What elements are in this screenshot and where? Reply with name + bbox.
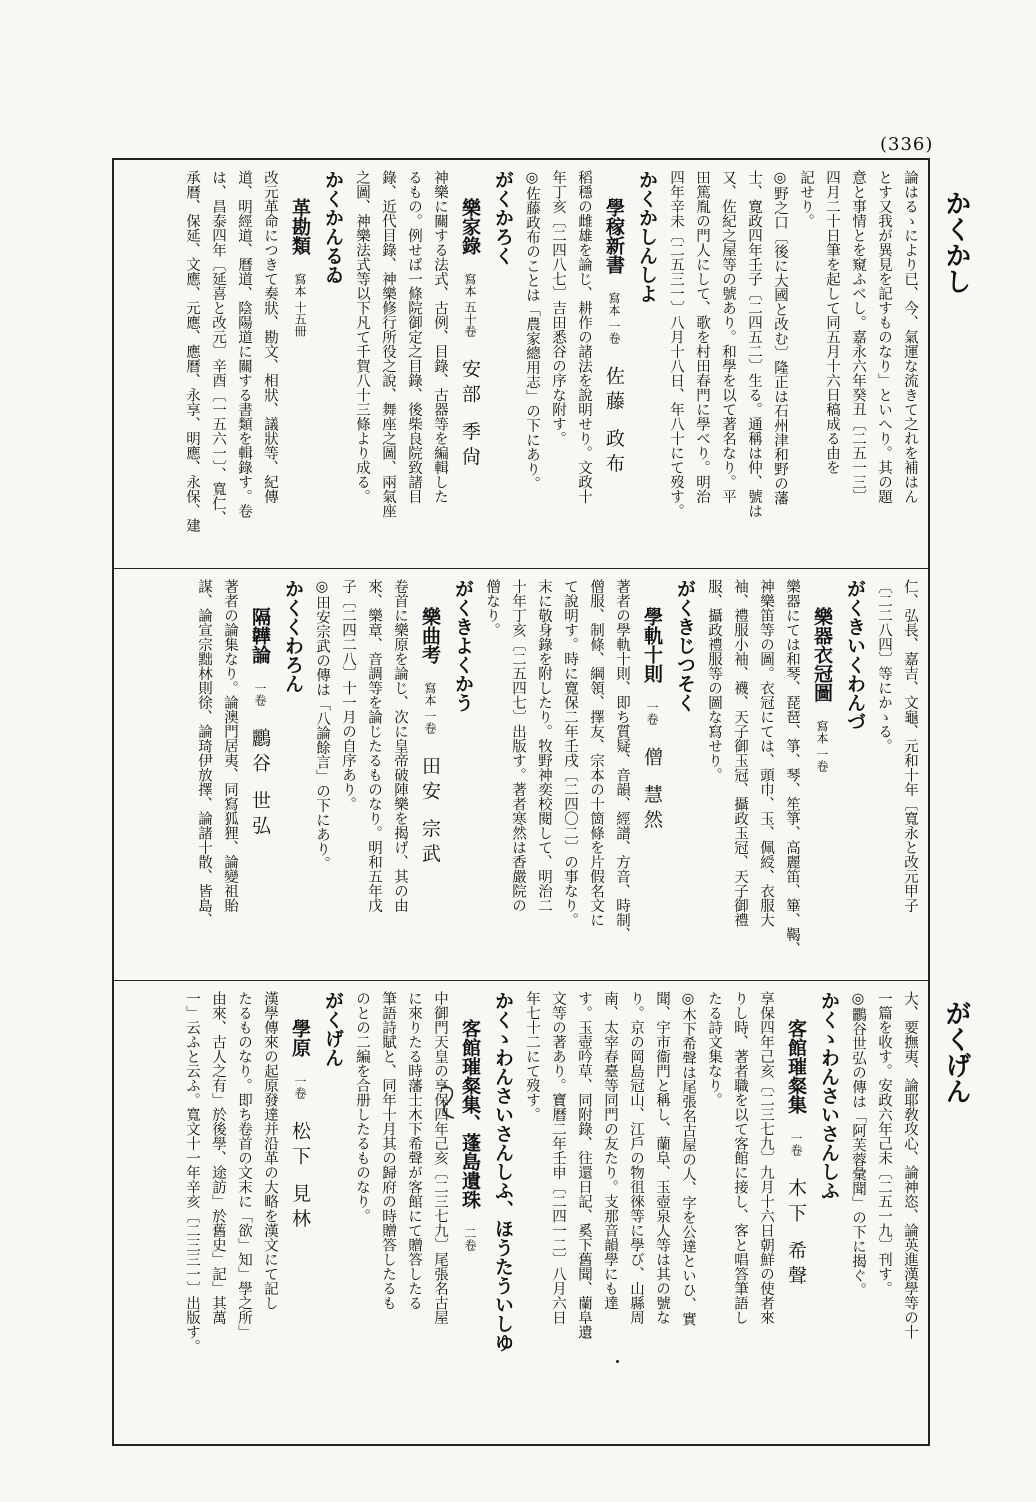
entry-author: 木下 希聲 [785,1178,807,1291]
text-column: 年丁亥〔二四八七〕吉田悉谷の序な附す。 [550,170,566,446]
text-column: 神樂に關する法式、古例、目錄、古器等を編輯した [432,170,448,504]
entry-note: 一卷 [645,701,659,726]
text-column: 著者の論集なり。論澳門居夷、同寫狐狸、論變祖貽 [222,579,238,913]
text-column: たるものなり。即ち卷首の文末に「欲」知」學之所」 [236,991,252,1339]
entry-heading: かくくわろん [282,579,304,693]
entry-author: 鸝谷 世弘 [249,728,271,841]
entry-heading: かくゝわんさいさんしふ [818,991,840,1200]
text-column: 論はるゝにより已、今、氣運な流きて之れを補はん [902,170,918,504]
entry-heading: がくかろく [492,170,514,265]
text-column: 文等の著あり。寶曆二年壬申〔二四一二〕八月六日 [550,991,566,1325]
text-column: とす又我が異見を記すものなり」といへり。其の題 [876,170,892,504]
entry-title-line [416,579,444,971]
entry-note: 一卷 [789,1132,803,1157]
entry-title: 隔韡論 [249,607,271,664]
text-column: 子〔二四二八〕十一月の自序あり。 [340,579,356,811]
text-column: す。玉壺吟草、同附錄、往還日記、奚下舊聞、蘭阜遺 [576,991,592,1339]
text-column: 僧服、制條、綱領、擇友、宗本の十箇條を片假名文に [588,579,604,927]
text-column: 稻穩の雌雄を論じ、耕作の諸法を說明せり。文政十 [576,170,592,504]
page-number: (336) [880,134,934,155]
page-frame [112,158,930,1446]
entry-title-line [456,991,484,1437]
text-column: 承曆、保延、文應、元應、應曆、永享、明應、永保、建 [184,170,200,533]
band-3 [114,980,928,1447]
entry-heading: かくかしんしよ [636,170,658,303]
entry-note: 一卷 [293,1075,307,1100]
entry-title-line [286,170,314,558]
entry-title: 革勘類 [289,198,311,255]
speck-mark [616,1360,619,1363]
entry-title: 學稼新書 [603,198,625,274]
text-column: 服、攝政禮服等の圖な寫せり。 [706,579,722,782]
entry-author: 田安 宗武 [419,755,441,868]
entry-title: 學軌十則 [641,607,663,683]
text-column: 中御門天皇の享保四年己亥〔二三七九〕尾張名古屋 [432,991,448,1325]
text-column: 記せり。 [798,170,814,228]
entry-title-line [246,579,274,971]
text-column: たる詩文集なり。 [706,991,722,1107]
entry-title: 學原 [289,1019,311,1057]
text-column: 又、佐紀之屋等の號あり。和學を以て著名なり。平 [720,170,736,504]
text-column: 改元革命につきて奏狀、勘文、相狀、議狀等、紀傳 [262,170,278,504]
entry-note: 寫本 五十卷 [463,273,477,337]
text-column: 僧なり。 [484,579,500,637]
entry-note: 寫本 一卷 [607,292,621,344]
text-column: 仁、弘長、嘉吉、文龜、元和十年〔寬永と改元甲子 [902,579,918,913]
entry-title-line [808,579,836,971]
entry-heading: かくゝわんさいさんしふ、ほうたういしゆ [492,991,514,1352]
text-column: ◎佐藤政布のことは「農家總用志」の下にあり。 [524,170,540,491]
entry-heading: がくきいくわんづ [844,579,866,731]
text-column: 道、明經道、曆道、陰陽道に關する書類を輯錄す。卷 [236,170,252,518]
text-column: 一篇を收す。安政六年己未〔二五一九〕刊す。 [876,991,892,1296]
entry-note: 二卷 [463,1227,477,1252]
text-column: 筆語詩賦と、同年十月其の歸府の時贈答したるも [380,991,396,1310]
text-column: に來りたる時藩士木下希聲が客館にて贈答したる [406,991,422,1310]
entry-heading: がくげん [322,991,344,1067]
text-column: り。京の岡島冠山、江戶の物徂徠等に學び、山縣周 [628,991,644,1325]
entry-title-line [638,579,666,971]
text-column: ◎田安宗武の傳は「八論餘言」の下にあり。 [314,579,330,871]
entry-heading: がくきよくかう [452,579,474,712]
text-column: は、昌泰四年〔延喜と改元〕辛酉〔一五六一〕、寬仁、 [210,170,226,526]
text-column: ◎木下希聲は尾張名古屋の人、字を公達といひ、實 [680,991,696,1326]
entry-title: 客館璀粲集 [785,1019,807,1114]
text-column: 一」云ふと云ふ。寬文十一年辛亥〔二三三一〕出版す。 [184,991,200,1354]
entry-title-line [286,991,314,1437]
text-column: 來、樂章、音調等を論じたるものなり。明和五年戊 [366,579,382,913]
text-column: りし時、著者職を以て客館に接し、客と唱答筆語し [732,991,748,1325]
text-column: 四年辛未〔二五三一〕八月十八日、年八十にて歿す。 [668,170,684,518]
text-column: て說明す。時に寛保二年壬戌〔二四〇二〕の事なり。 [562,579,578,927]
text-column: 〔二二八四〕等にかゝる。 [876,579,892,753]
text-column: 四月二十日筆を起して同五月十六日稿成る由を [824,170,840,475]
entry-title: 樂家錄 [459,198,481,255]
text-column: 謀、論宣宗黜林則徐、論琦伊放擇、論諸十散、皆島、 [196,579,212,927]
text-column: 士、寛政四年壬子〔二四五二〕生る。通稱は仲、號は [746,170,762,518]
text-column: るもの。例せば一條院御定之目錄、後柴良院致諸目 [406,170,422,504]
entry-heading: かくかんるゐ [322,170,344,284]
text-column: 聞、宇市衞門と稱し、蘭阜、玉壺泉人等は其の號な [654,991,670,1325]
entry-heading: がくきじつそく [674,579,696,712]
handwritten-mark [436,1082,460,1122]
entry-author: 僧 慧然 [641,747,663,835]
entry-title-line [456,170,484,558]
text-column: 卷首に樂原を論じ、次に皇帝破陣樂を揭げ、其の由 [392,579,408,913]
entry-note: 寫本 十五冊 [293,273,307,337]
entry-author: 安部 季尙 [459,358,481,471]
entry-title-line [782,991,810,1437]
entry-author: 松下 見林 [289,1121,311,1234]
entry-title: 樂器衣冠圖 [811,607,833,702]
text-column: 年七十二にて歿す。 [524,991,540,1122]
text-column: 由來、古人之有」於後學、途訪」於舊史」記」其萬 [210,991,226,1325]
text-column: 末に敬身錄を附したり。牧野神奕校閱して、明治二 [536,579,552,913]
entry-note: 寫本 一卷 [815,720,829,772]
text-column: 意と事情とを窺ふべし。嘉永六年癸丑〔二五一三〕 [850,170,866,504]
side-label-bottom: がくげん [941,1000,971,1104]
band-2 [114,568,928,981]
text-column: 南、太宰春臺等同門の友たり。支那音韻學にも達 [602,991,618,1310]
text-column: のとの二編を合册したるものなり。 [354,991,370,1223]
text-column: 樂器にては和琴、琵琶、箏、琴、笙箏、高麗笛、篳、鞨、 [784,579,800,956]
entry-note: 寫本 一卷 [423,682,437,734]
text-column: 享保四年己亥〔二三七九〕九月十六日朝鮮の使者來 [758,991,774,1325]
entry-author: 佐藤 政布 [603,365,625,478]
side-label-top: かくかし [941,190,971,294]
band-1 [114,160,928,568]
text-column: 錄、近代目錄、神樂修行所役之說、舞座之圖、兩氣座 [380,170,396,518]
text-column: ◎野之口〔後に大國と改む〕隆正は石州津和野の藩 [772,170,788,505]
text-column: 之圖、神樂法式等以下凡て千賀八十三條より成る。 [354,170,370,504]
entry-title: 樂曲考 [419,607,441,664]
text-column: 大、要撫夷、論耶敎攻心、論神恣、論英進漢學等の十 [902,991,918,1339]
entry-note: 一卷 [253,682,267,707]
text-column: 袖、禮服小袖、襪、天子御玉冠、攝政玉冠、天子御禮 [732,579,748,927]
text-column: 著者の學軌十則、即ち質疑、音韻、經譜、方音、時制、 [614,579,630,942]
text-column: 田篤胤の門人にして、歌を村田春門に學べり。明治 [694,170,710,504]
text-column: 漢學傳來の起原發達并沿革の大略を漢文にて記し [262,991,278,1310]
text-column: ◎鸝谷世弘の傳は「阿芙蓉彙聞」の下に揭ぐ。 [850,991,866,1297]
text-column: 十年丁亥〔二五四七〕出版す。著者寒然は香嚴院の [510,579,526,913]
text-column: 神樂笛等の圖。衣冠にては、頭巾、玉、佩綬、衣服大 [758,579,774,927]
entry-title-line [600,170,628,558]
entry-title: 客館璀粲集、蓬島遺珠 [459,1019,481,1209]
